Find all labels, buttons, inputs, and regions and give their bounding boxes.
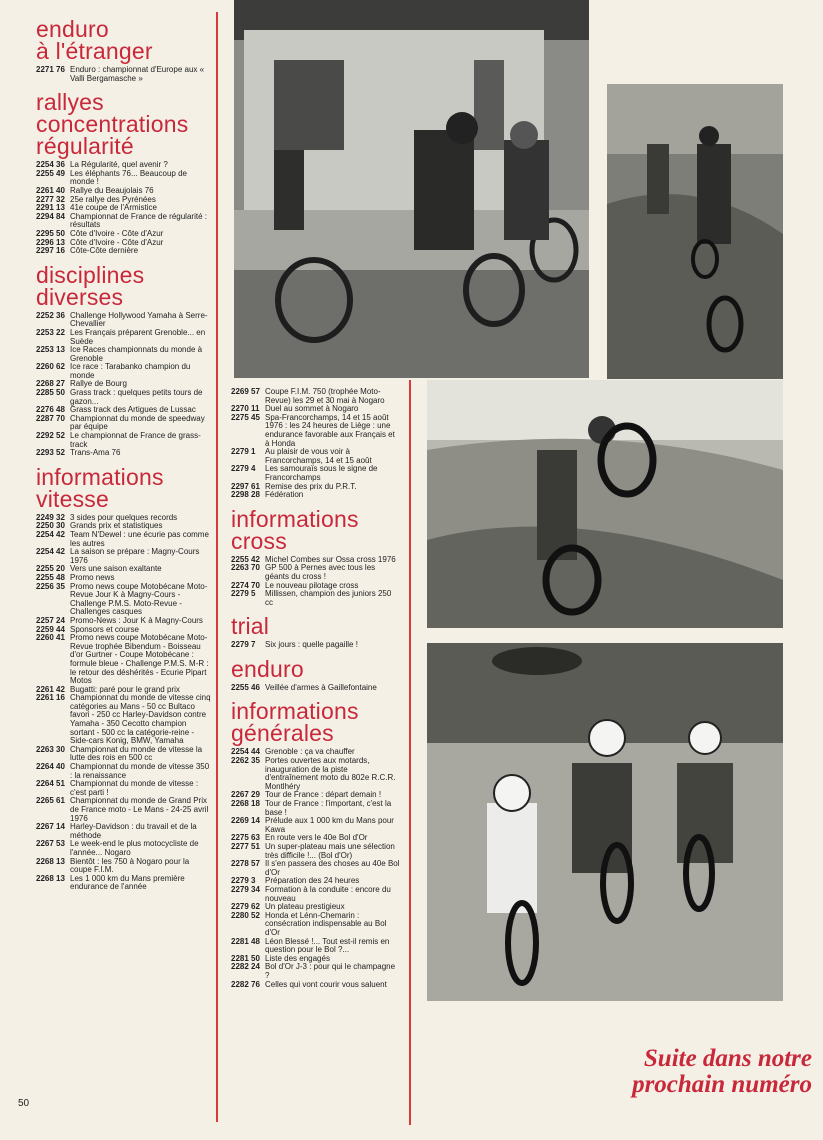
page-ref: 49 xyxy=(56,168,65,178)
article-title: 3 sides pour quelques records xyxy=(70,512,178,522)
section-heading xyxy=(231,505,401,554)
section-heading-line: vitesse xyxy=(36,485,109,512)
page-ref: 42 xyxy=(56,547,65,557)
article-title: Côte-Côte dernière xyxy=(70,246,139,256)
page-ref: 27 xyxy=(56,379,65,389)
article-title: Préparation des 24 heures xyxy=(265,876,360,886)
article-title: Promo-News : Jour K à Magny-Cours xyxy=(70,615,203,625)
article-title: Les 1 000 km du Mans première endurance de l'année xyxy=(70,873,185,892)
issue-number: 2275 xyxy=(231,412,249,422)
page-ref: 16 xyxy=(56,246,65,256)
issue-number: 2254 xyxy=(36,160,54,170)
page-ref: 48 xyxy=(56,572,65,582)
page-ref: 30 xyxy=(56,521,65,531)
index-entry xyxy=(36,583,212,617)
page-ref: 35 xyxy=(56,581,65,591)
page-number: 50 xyxy=(18,1098,30,1109)
page-ref: 32 xyxy=(56,512,65,522)
index-entry xyxy=(231,414,401,448)
page-ref: 4 xyxy=(251,464,256,474)
issue-number: 2264 xyxy=(36,779,54,789)
issue-number: 2292 xyxy=(36,431,54,441)
section-heading-line: concentrations xyxy=(36,111,189,138)
page-ref: 20 xyxy=(56,564,65,574)
page-ref: 14 xyxy=(56,822,65,832)
issue-number: 2285 xyxy=(36,388,54,398)
index-entry xyxy=(36,170,212,187)
article-title: Harley-Davidson : du travail et de la méthode xyxy=(70,822,197,840)
section-heading-line: régularité xyxy=(36,133,134,160)
page-ref: 5 xyxy=(251,589,256,599)
article-title: Championnat du monde de vitesse cinq catégories au Mans - 50 cc Bultaco favori - 250 cc Harley-Davidson contre Yamaha - 350 Cecotto champion sortant - 500 cc la catégorie-reine - Side-cars Konig, BMW, Yamaha xyxy=(70,693,211,746)
article-title: Duel au sommet à Nogaro xyxy=(265,404,359,414)
issue-number: 2298 xyxy=(231,490,249,500)
index-entry xyxy=(36,531,212,548)
page-ref: 40 xyxy=(56,762,65,772)
issue-number: 2282 xyxy=(231,962,249,972)
article-title: En route vers le 40e Bol d'Or xyxy=(265,833,368,843)
page-ref: 61 xyxy=(56,796,65,806)
article-title: Léon Blessé !... Tout est-il remis en question pour le Bol ?... xyxy=(265,936,390,955)
issue-number: 2275 xyxy=(231,833,249,843)
page-ref: 11 xyxy=(251,404,260,414)
issue-number: 2297 xyxy=(36,246,54,256)
article-title: GP 500 à Pernes avec tous les géants du cross ! xyxy=(265,563,376,581)
page-ref: 52 xyxy=(251,910,260,920)
issue-number: 2260 xyxy=(36,633,54,643)
issue-number: 2250 xyxy=(36,521,54,531)
article-title: Rallye du Beaujolais 76 xyxy=(70,185,154,195)
index-entry xyxy=(231,912,401,938)
page-ref: 44 xyxy=(56,624,65,634)
section-heading-line: cross xyxy=(231,527,287,554)
section-heading-line: diverses xyxy=(36,283,124,310)
issue-number: 2254 xyxy=(231,747,249,757)
index-entry xyxy=(36,746,212,763)
article-title: Le championnat de France de grass-track xyxy=(70,431,201,449)
issue-number: 2263 xyxy=(36,744,54,754)
issue-number: 2279 xyxy=(231,884,249,894)
photo-trial-rider-hill xyxy=(607,84,783,379)
article-title: Championnat du monde de vitesse : c'est parti ! xyxy=(70,779,199,797)
issue-number: 2267 xyxy=(36,822,54,832)
index-entry xyxy=(36,875,212,892)
photo-motocross-wheelie xyxy=(427,380,783,628)
issue-number: 2279 xyxy=(231,464,249,474)
index-entry xyxy=(36,363,212,380)
article-title: Les Français préparent Grenoble... en Suède xyxy=(70,327,206,346)
page-ref: 51 xyxy=(251,842,260,851)
article-title: Il s'en passera des choses au 40e Bol d'Or xyxy=(265,859,400,877)
page-ref: 28 xyxy=(251,490,260,500)
page-ref: 61 xyxy=(251,481,260,491)
article-title: Grass track des Artigues de Lussac xyxy=(70,405,196,415)
page-ref: 7 xyxy=(251,640,256,650)
section-heading-line: disciplines xyxy=(36,261,145,288)
issue-number: 2261 xyxy=(36,185,54,195)
page-ref: 50 xyxy=(56,228,65,238)
article-title: Un plateau prestigieux xyxy=(265,902,345,912)
article-title: Spa-Francorchamps, 14 et 15 août 1976 : les 24 heures de Liège : une endurance favorable aux Français et à Honda xyxy=(265,412,395,448)
page-ref: 36 xyxy=(56,160,65,170)
article-title: Honda et Lénn-Chemarin : consécration indispensable au Bol d'Or xyxy=(265,910,387,937)
photo-chopper-riders xyxy=(234,0,589,378)
article-title: Portes ouvertes aux motards, inauguration de la piste d'entraînement moto du 802e R.C.R. Montlhéry xyxy=(265,756,396,791)
issue-number: 2249 xyxy=(36,512,54,522)
page-ref: 51 xyxy=(56,779,65,789)
page-ref: 62 xyxy=(251,902,260,912)
index-entry xyxy=(231,757,401,791)
issue-number: 2279 xyxy=(231,447,249,457)
index-entry xyxy=(231,963,401,980)
index-entry xyxy=(231,448,401,465)
issue-number: 2254 xyxy=(36,530,54,539)
article-title: Remise des prix du P.R.T. xyxy=(265,481,357,491)
issue-number: 2252 xyxy=(36,310,54,320)
page-ref: 18 xyxy=(251,799,260,809)
index-entry-list xyxy=(36,161,212,256)
issue-number: 2268 xyxy=(36,379,54,389)
article-title: Promo news coupe Motobécane Moto-Revue trophée Bibendum - Boisseau d'or Gurtner - Coupe Motobécane : formule bleue - Challenge P.M.S. M-R : le retour des déshérités - Ecurie Pipart Motos xyxy=(70,633,209,686)
article-title: Tour de France : départ demain ! xyxy=(265,790,382,800)
article-title: Challenge Hollywood Yamaha à Serre-Chevallier xyxy=(70,310,208,329)
section-heading xyxy=(36,261,212,310)
page-ref: 3 xyxy=(251,876,256,886)
issue-number: 2279 xyxy=(231,589,249,599)
section-heading-line: enduro xyxy=(36,16,109,42)
index-entry xyxy=(231,817,401,834)
continued-note-line-1: Suite dans notre xyxy=(643,1045,812,1072)
index-entry xyxy=(36,823,212,840)
issue-number: 2293 xyxy=(36,448,54,458)
index-entry xyxy=(231,981,401,990)
index-entry xyxy=(36,763,212,780)
issue-number: 2280 xyxy=(231,910,249,920)
article-title: Trans-Ama 76 xyxy=(70,448,121,458)
index-entry xyxy=(36,346,212,363)
section-heading xyxy=(231,655,401,682)
section-heading xyxy=(231,613,401,640)
page-ref: 22 xyxy=(56,327,65,337)
section-heading xyxy=(231,698,401,747)
page-ref: 24 xyxy=(56,615,65,625)
continued-next-issue-note xyxy=(540,1046,812,1098)
page-ref: 13 xyxy=(56,237,65,247)
article-title: Rallye de Bourg xyxy=(70,379,127,389)
index-column-left xyxy=(36,18,212,900)
issue-number: 2255 xyxy=(231,554,249,564)
index-entry xyxy=(231,564,401,581)
section-heading-line: informations xyxy=(36,463,164,490)
index-entry-list xyxy=(231,641,401,650)
index-entry-list xyxy=(36,312,212,458)
column-rule-left xyxy=(216,12,218,1122)
column-rule-middle xyxy=(409,380,411,1125)
index-entry xyxy=(231,641,401,650)
issue-number: 2267 xyxy=(36,839,54,849)
issue-number: 2268 xyxy=(36,856,54,866)
index-entry xyxy=(36,797,212,823)
index-entry xyxy=(36,389,212,406)
section-heading-line: informations xyxy=(231,698,359,725)
page-ref: 46 xyxy=(251,682,260,692)
issue-number: 2277 xyxy=(36,194,54,204)
index-entry-list xyxy=(231,388,401,500)
index-entry xyxy=(36,634,212,686)
article-title: Au plaisir de vous voir à Francorchamps, 14 et 15 août xyxy=(265,447,372,465)
article-title: Côte d'Ivoire - Côte d'Azur xyxy=(70,228,164,238)
page-ref: 42 xyxy=(56,530,65,539)
index-entry xyxy=(231,843,401,860)
page-ref: 34 xyxy=(251,884,260,894)
section-heading-line: enduro xyxy=(231,655,304,682)
issue-number: 2268 xyxy=(231,799,249,809)
page-ref: 14 xyxy=(251,816,260,826)
section-heading-line: rallyes xyxy=(36,89,104,116)
index-entry xyxy=(36,415,212,432)
page-ref: 13 xyxy=(56,873,65,883)
article-title: Le nouveau pilotage cross xyxy=(265,580,359,590)
index-entry xyxy=(231,684,401,693)
index-entry xyxy=(36,432,212,449)
issue-number: 2277 xyxy=(231,842,249,851)
page-ref: 62 xyxy=(56,362,65,372)
index-entry xyxy=(36,312,212,329)
issue-number: 2269 xyxy=(231,816,249,826)
page-ref: 45 xyxy=(251,412,260,422)
article-title: Grenoble : ça va chauffer xyxy=(265,747,355,757)
issue-number: 2276 xyxy=(36,405,54,415)
issue-number: 2256 xyxy=(36,581,54,591)
issue-number: 2267 xyxy=(231,790,249,800)
article-title: Six jours : quelle pagaille ! xyxy=(265,640,358,650)
page-ref: 76 xyxy=(56,65,65,74)
article-title: Le week-end le plus motocycliste de l'année... Nogaro xyxy=(70,839,199,857)
issue-number: 2255 xyxy=(36,564,54,574)
issue-number: 2281 xyxy=(231,953,249,963)
index-entry xyxy=(231,491,401,500)
article-title: Championnat de France de régularité : résultats xyxy=(70,211,207,230)
article-title: Veillée d'armes à Gaillefontaine xyxy=(265,682,377,692)
issue-number: 2263 xyxy=(231,563,249,573)
index-entry xyxy=(36,247,212,256)
article-title: Côte d'Ivoire - Côte d'Azur xyxy=(70,237,164,247)
article-title: Championnat du monde de vitesse 350 : la renaissance xyxy=(70,762,210,780)
article-title: Les éléphants 76... Beaucoup de monde ! xyxy=(70,168,187,187)
section-heading-line: à l'étranger xyxy=(36,38,153,64)
page-ref: 13 xyxy=(56,203,65,213)
page-ref: 57 xyxy=(251,387,260,396)
issue-number: 2253 xyxy=(36,345,54,355)
issue-number: 2270 xyxy=(231,404,249,414)
article-title: Grass track : quelques petits tours de gazon... xyxy=(70,388,203,406)
article-title: Championnat du monde de Grand Prix de France moto - Le Mans - 24-25 avril 1976 xyxy=(70,796,209,823)
article-title: Bol d'Or J-3 : pour qui le champagne ? xyxy=(265,962,396,980)
page-ref: 52 xyxy=(56,448,65,458)
article-title: Enduro : championnat d'Europe aux « Valli Bergamasche » xyxy=(70,65,205,83)
index-entry xyxy=(231,590,401,607)
issue-number: 2287 xyxy=(36,413,54,423)
index-entry-list xyxy=(36,66,212,83)
page-ref: 70 xyxy=(251,580,260,590)
issue-number: 2262 xyxy=(231,756,249,766)
issue-number: 2296 xyxy=(36,237,54,247)
article-title: Formation à la conduite : encore du nouveau xyxy=(265,884,391,903)
issue-number: 2279 xyxy=(231,876,249,886)
issue-number: 2257 xyxy=(36,615,54,625)
index-entry xyxy=(36,780,212,797)
article-title: Championnat du monde de vitesse la lutte des rois en 500 cc xyxy=(70,744,203,763)
section-heading-line: générales xyxy=(231,720,334,747)
issue-number: 2265 xyxy=(36,796,54,806)
page-ref: 50 xyxy=(251,953,260,963)
article-title: Un super-plateau mais une sélection très difficile !... (Bol d'Or) xyxy=(265,842,395,860)
page-ref: 63 xyxy=(251,833,260,843)
index-entry xyxy=(231,860,401,877)
issue-number: 2260 xyxy=(36,362,54,372)
page-ref: 42 xyxy=(251,554,260,564)
article-title: Championnat du monde de speedway par équipe xyxy=(70,413,205,432)
page-ref: 13 xyxy=(56,856,65,866)
article-title: Team N'Dewel : une écurie pas comme les autres xyxy=(70,530,209,548)
page-ref: 1 xyxy=(251,447,256,457)
page-ref: 50 xyxy=(56,388,65,398)
index-entry-list xyxy=(231,748,401,989)
page-ref: 35 xyxy=(251,756,260,766)
page-ref: 32 xyxy=(56,194,65,204)
page-ref: 44 xyxy=(251,747,260,757)
page-ref: 24 xyxy=(251,962,260,972)
section-heading xyxy=(36,89,212,160)
page-ref: 13 xyxy=(56,345,65,355)
index-entry xyxy=(231,886,401,903)
article-title: Promo news coupe Motobécane Moto-Revue Jour K à Magny-Cours - Challenge P.M.S. Moto-Revue - Challenges casques xyxy=(70,581,208,617)
article-title: La saison se prépare : Magny-Cours 1976 xyxy=(70,547,200,565)
page-ref: 30 xyxy=(56,744,65,754)
article-title: 41e coupe de l'Armistice xyxy=(70,203,157,213)
article-title: Sponsors et course xyxy=(70,624,139,634)
issue-number: 2282 xyxy=(231,979,249,989)
article-title: Ice race : Tarabanko champion du monde xyxy=(70,362,191,380)
index-entry xyxy=(36,858,212,875)
article-title: La Régularité, quel avenir ? xyxy=(70,160,168,170)
article-title: Fédération xyxy=(265,490,304,500)
article-title: Tour de France : l'important, c'est la base ! xyxy=(265,799,392,817)
index-entry xyxy=(36,329,212,346)
issue-number: 2264 xyxy=(36,762,54,772)
section-heading-line: trial xyxy=(231,613,270,640)
article-title: Celles qui vont courir vous saluent xyxy=(265,979,387,989)
continued-note-line-2: prochain numéro xyxy=(632,1071,812,1098)
article-title: Bugatti: paré pour le grand prix xyxy=(70,684,180,694)
page-ref: 48 xyxy=(251,936,260,946)
article-title: Les samouraïs sous le signe de Francorchamps xyxy=(265,464,378,482)
issue-number: 2279 xyxy=(231,902,249,912)
section-heading xyxy=(36,463,212,512)
issue-number: 2294 xyxy=(36,211,54,221)
index-entry xyxy=(36,66,212,83)
issue-number: 2254 xyxy=(36,547,54,557)
article-title: Michel Combes sur Ossa cross 1976 xyxy=(265,554,396,564)
index-entry xyxy=(36,548,212,565)
index-column-middle xyxy=(231,388,401,997)
page-ref: 53 xyxy=(56,839,65,849)
issue-number: 2255 xyxy=(36,168,54,178)
index-entry xyxy=(231,800,401,817)
article-title: Liste des engagés xyxy=(265,953,330,963)
index-entry xyxy=(36,213,212,230)
issue-number: 2271 xyxy=(36,65,54,74)
page-ref: 42 xyxy=(56,684,65,694)
issue-number: 2255 xyxy=(36,572,54,582)
page-ref: 40 xyxy=(56,185,65,195)
article-title: Bientôt : les 750 à Nogaro pour la coupe F.I.M. xyxy=(70,856,190,875)
page-ref: 84 xyxy=(56,211,65,221)
issue-number: 2291 xyxy=(36,203,54,213)
page-ref: 70 xyxy=(56,413,65,423)
section-heading-line: informations xyxy=(231,505,359,532)
issue-number: 2259 xyxy=(36,624,54,634)
index-entry xyxy=(231,388,401,405)
article-title: Grands prix et statistiques xyxy=(70,521,163,531)
index-entry-list xyxy=(231,556,401,608)
article-title: Promo news xyxy=(70,572,115,582)
index-entry xyxy=(231,465,401,482)
issue-number: 2261 xyxy=(36,684,54,694)
index-entry xyxy=(231,938,401,955)
issue-number: 2268 xyxy=(36,873,54,883)
page-ref: 41 xyxy=(56,633,65,643)
index-entry xyxy=(36,840,212,857)
article-title: Coupe F.I.M. 750 (trophée Moto-Revue) les 29 et 30 mai à Nogaro xyxy=(265,387,385,405)
index-entry-list xyxy=(36,514,212,892)
issue-number: 2297 xyxy=(231,481,249,491)
page-ref: 48 xyxy=(56,405,65,415)
page-ref: 29 xyxy=(251,790,260,800)
article-title: Ice Races championnats du monde à Grenoble xyxy=(70,345,203,363)
photo-children-minibikes xyxy=(427,643,783,1001)
issue-number: 2269 xyxy=(231,387,249,396)
article-title: Vers une saison exaltante xyxy=(70,564,162,574)
page-ref: 36 xyxy=(56,310,65,320)
page-ref: 52 xyxy=(56,431,65,441)
article-title: 25e rallye des Pyrénées xyxy=(70,194,156,204)
issue-number: 2255 xyxy=(231,682,249,692)
issue-number: 2261 xyxy=(36,693,54,703)
index-entry xyxy=(36,694,212,746)
issue-number: 2274 xyxy=(231,580,249,590)
index-entry xyxy=(36,449,212,458)
page-ref: 57 xyxy=(251,859,260,869)
section-heading xyxy=(36,18,212,62)
issue-number: 2253 xyxy=(36,327,54,337)
issue-number: 2281 xyxy=(231,936,249,946)
issue-number: 2279 xyxy=(231,640,249,650)
issue-number: 2278 xyxy=(231,859,249,869)
index-entry-list xyxy=(231,684,401,693)
article-title: Prélude aux 1 000 km du Mans pour Kawa xyxy=(265,816,394,834)
issue-number: 2295 xyxy=(36,228,54,238)
page-ref: 76 xyxy=(251,979,260,989)
page-ref: 16 xyxy=(56,693,65,703)
page-ref: 70 xyxy=(251,563,260,573)
article-title: Millissen, champion des juniors 250 cc xyxy=(265,589,392,607)
